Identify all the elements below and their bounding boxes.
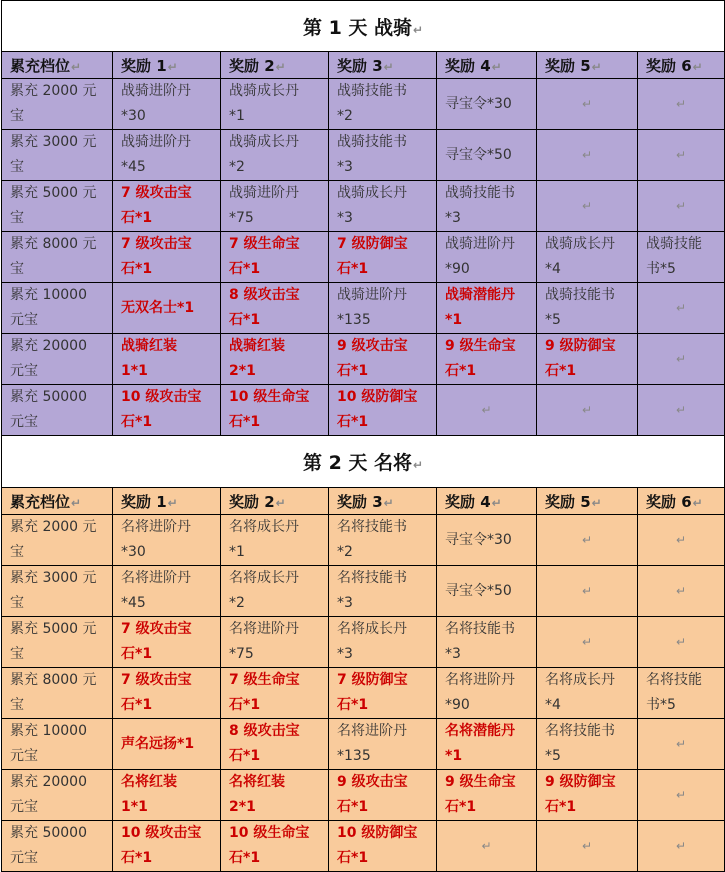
cell-text: 10 级攻击宝 石*1 — [121, 825, 202, 866]
cell-text: 累充 2000 元 宝 — [10, 519, 97, 560]
col-header-reward-2: 奖励 2↵ — [221, 488, 329, 515]
cell-text: 战骑潜能丹 *1 — [445, 287, 515, 328]
paragraph-mark: ↵ — [676, 583, 687, 598]
table-row — [2, 770, 725, 821]
reward-cell — [329, 617, 437, 668]
reward-cell — [329, 385, 437, 436]
reward-cell — [638, 79, 725, 130]
reward-cell — [113, 334, 221, 385]
day-2-section — [2, 436, 725, 515]
col-header-reward-1: 奖励 1↵ — [113, 488, 221, 515]
tier-cell — [2, 79, 113, 130]
cell-text: 累充 50000 元宝 — [10, 389, 87, 430]
paragraph-mark: ↵ — [581, 96, 593, 111]
reward-cell — [437, 130, 537, 181]
reward-cell — [638, 334, 725, 385]
cell-text: 名将成长丹 *2 — [229, 570, 299, 611]
tier-cell — [2, 334, 113, 385]
reward-cell — [221, 79, 329, 130]
paragraph-mark: ↵ — [676, 351, 687, 366]
reward-cell — [537, 232, 638, 283]
reward-cell — [638, 385, 725, 436]
paragraph-mark: ↵ — [676, 402, 687, 417]
cell-text: 累充 2000 元 宝 — [10, 83, 97, 124]
cell-text: 10 级生命宝 石*1 — [229, 825, 310, 866]
reward-cell — [537, 617, 638, 668]
cell-text: 名将红装 2*1 — [229, 774, 285, 815]
col-header-reward-4: 奖励 4↵ — [437, 488, 537, 515]
cell-text: 名将成长丹 *1 — [229, 519, 299, 560]
reward-cell — [537, 668, 638, 719]
cell-text: 7 级攻击宝 石*1 — [121, 621, 192, 662]
col-header-reward-3: 奖励 3↵ — [329, 488, 437, 515]
reward-cell — [329, 566, 437, 617]
cell-text: 战骑成长丹 *3 — [337, 185, 407, 226]
reward-cell — [221, 821, 329, 872]
reward-cell — [638, 515, 725, 566]
cell-text: 累充 20000 元宝 — [10, 774, 87, 815]
cell-text: 战骑成长丹 *2 — [229, 134, 299, 175]
cell-text: 名将进阶丹 *135 — [337, 723, 407, 764]
tier-cell — [2, 566, 113, 617]
paragraph-mark: ↵ — [676, 838, 687, 853]
table-row — [2, 232, 725, 283]
reward-cell — [221, 515, 329, 566]
reward-cell — [638, 181, 725, 232]
reward-cell — [221, 617, 329, 668]
reward-cell — [329, 821, 437, 872]
table-row — [2, 515, 725, 566]
reward-cell — [437, 770, 537, 821]
cell-text: 10 级防御宝 石*1 — [337, 389, 418, 430]
reward-table — [1, 0, 725, 872]
cell-text: 累充 3000 元 宝 — [10, 570, 97, 611]
reward-cell — [638, 283, 725, 334]
reward-cell — [638, 130, 725, 181]
tier-cell — [2, 668, 113, 719]
paragraph-mark: ↵ — [581, 532, 593, 547]
reward-cell — [537, 283, 638, 334]
reward-cell — [113, 232, 221, 283]
cell-text: 战骑技能 书*5 — [646, 236, 702, 277]
paragraph-mark: ↵ — [581, 198, 593, 213]
reward-cell — [113, 566, 221, 617]
day-2-header-row — [2, 488, 725, 515]
cell-text: 名将成长丹 *3 — [337, 621, 407, 662]
reward-cell — [221, 770, 329, 821]
reward-cell — [537, 770, 638, 821]
reward-cell — [437, 821, 537, 872]
cell-text: 7 级生命宝 石*1 — [229, 236, 300, 277]
paragraph-mark: ↵ — [581, 147, 593, 162]
cell-text: 战骑技能书 *5 — [545, 287, 615, 328]
table-row — [2, 821, 725, 872]
cell-text: 9 级攻击宝 石*1 — [337, 338, 408, 379]
day-2-title: 第 2 天 名将↵ — [2, 436, 725, 488]
cell-text: 战骑红装 1*1 — [121, 338, 177, 379]
cell-text: 名将技能 书*5 — [646, 672, 702, 713]
cell-text: 累充 3000 元 宝 — [10, 134, 97, 175]
reward-cell — [329, 334, 437, 385]
reward-cell — [221, 130, 329, 181]
reward-cell — [113, 515, 221, 566]
cell-text: 名将技能书 *3 — [445, 621, 515, 662]
paragraph-mark: ↵ — [676, 300, 687, 315]
paragraph-mark: ↵ — [581, 634, 593, 649]
reward-cell — [537, 130, 638, 181]
tier-cell — [2, 617, 113, 668]
cell-text: 战骑红装 2*1 — [229, 338, 285, 379]
reward-cell — [638, 232, 725, 283]
reward-cell — [638, 617, 725, 668]
day-2-rows — [2, 515, 725, 872]
cell-text: 累充 8000 元 宝 — [10, 672, 97, 713]
cell-text: 7 级攻击宝 石*1 — [121, 185, 192, 226]
reward-cell — [329, 770, 437, 821]
reward-cell — [221, 232, 329, 283]
reward-cell — [437, 617, 537, 668]
reward-cell — [221, 566, 329, 617]
cell-text: 9 级防御宝 石*1 — [545, 338, 616, 379]
tier-cell — [2, 515, 113, 566]
table-row — [2, 181, 725, 232]
cell-text: 名将进阶丹 *90 — [445, 672, 515, 713]
cell-text: 累充 10000 元宝 — [10, 723, 87, 764]
paragraph-mark: ↵ — [676, 147, 687, 162]
cell-text: 10 级防御宝 石*1 — [337, 825, 418, 866]
cell-text: 7 级攻击宝 石*1 — [121, 672, 192, 713]
reward-cell — [437, 515, 537, 566]
reward-cell — [113, 130, 221, 181]
cell-text: 战骑成长丹 *4 — [545, 236, 615, 277]
reward-cell — [638, 566, 725, 617]
cell-text: 寻宝令*50 — [445, 582, 512, 599]
reward-cell — [437, 719, 537, 770]
col-header-reward-5: 奖励 5↵ — [537, 488, 638, 515]
paragraph-mark: ↵ — [676, 198, 687, 213]
cell-text: 战骑进阶丹 *90 — [445, 236, 515, 277]
cell-text: 名将红装 1*1 — [121, 774, 177, 815]
table-row — [2, 668, 725, 719]
col-header-reward-2: 奖励 2↵ — [221, 52, 329, 79]
reward-cell — [437, 283, 537, 334]
reward-cell — [221, 334, 329, 385]
cell-text: 9 级攻击宝 石*1 — [337, 774, 408, 815]
cell-text: 战骑技能书 *2 — [337, 83, 407, 124]
table-row — [2, 719, 725, 770]
tier-cell — [2, 770, 113, 821]
cell-text: 9 级防御宝 石*1 — [545, 774, 616, 815]
reward-cell — [113, 821, 221, 872]
cell-text: 战骑技能书 *3 — [337, 134, 407, 175]
cell-text: 累充 8000 元 宝 — [10, 236, 97, 277]
paragraph-mark: ↵ — [676, 532, 687, 547]
reward-cell — [537, 181, 638, 232]
cell-text: 无双名士*1 — [121, 299, 195, 316]
reward-cell — [437, 79, 537, 130]
table-row — [2, 334, 725, 385]
cell-text: 8 级攻击宝 石*1 — [229, 723, 300, 764]
paragraph-mark: ↵ — [581, 402, 593, 417]
cell-text: 10 级生命宝 石*1 — [229, 389, 310, 430]
cell-text: 寻宝令*50 — [445, 146, 512, 163]
cell-text: 声名远扬*1 — [121, 735, 195, 752]
day-1-rows — [2, 79, 725, 436]
reward-cell — [329, 130, 437, 181]
reward-cell — [638, 821, 725, 872]
reward-cell — [537, 79, 638, 130]
cell-text: 8 级攻击宝 石*1 — [229, 287, 300, 328]
reward-cell — [221, 385, 329, 436]
paragraph-mark: ↵ — [676, 634, 687, 649]
reward-cell — [537, 719, 638, 770]
reward-cell — [437, 566, 537, 617]
col-header-reward-6: 奖励 6↵ — [638, 52, 725, 79]
table-row — [2, 130, 725, 181]
table-row — [2, 79, 725, 130]
tier-cell — [2, 130, 113, 181]
reward-cell — [437, 334, 537, 385]
cell-text: 战骑进阶丹 *135 — [337, 287, 407, 328]
cell-text: 7 级防御宝 石*1 — [337, 236, 408, 277]
paragraph-mark: ↵ — [676, 787, 687, 802]
day-1-section — [2, 1, 725, 79]
reward-cell — [113, 668, 221, 719]
day-1-header-row — [2, 52, 725, 79]
table-row — [2, 617, 725, 668]
cell-text: 名将成长丹 *4 — [545, 672, 615, 713]
cell-text: 名将技能书 *2 — [337, 519, 407, 560]
paragraph-mark: ↵ — [481, 838, 492, 853]
reward-cell — [329, 515, 437, 566]
col-header-tier: 累充档位↵ — [2, 488, 113, 515]
cell-text: 7 级生命宝 石*1 — [229, 672, 300, 713]
tier-cell — [2, 283, 113, 334]
col-header-reward-4: 奖励 4↵ — [437, 52, 537, 79]
cell-text: 名将进阶丹 *45 — [121, 570, 191, 611]
cell-text: 名将技能书 *3 — [337, 570, 407, 611]
reward-cell — [537, 334, 638, 385]
cell-text: 战骑进阶丹 *45 — [121, 134, 191, 175]
reward-cell — [113, 617, 221, 668]
reward-cell — [329, 668, 437, 719]
cell-text: 累充 5000 元 宝 — [10, 621, 97, 662]
reward-cell — [221, 283, 329, 334]
cell-text: 10 级攻击宝 石*1 — [121, 389, 202, 430]
table-row — [2, 385, 725, 436]
reward-cell — [113, 770, 221, 821]
cell-text: 战骑成长丹 *1 — [229, 83, 299, 124]
reward-cell — [437, 668, 537, 719]
cell-text: 7 级攻击宝 石*1 — [121, 236, 192, 277]
reward-cell — [537, 566, 638, 617]
cell-text: 战骑进阶丹 *30 — [121, 83, 191, 124]
reward-cell — [437, 232, 537, 283]
col-header-reward-6: 奖励 6↵ — [638, 488, 725, 515]
reward-cell — [221, 181, 329, 232]
paragraph-mark: ↵ — [676, 96, 687, 111]
reward-cell — [113, 181, 221, 232]
reward-cell — [113, 79, 221, 130]
paragraph-mark: ↵ — [581, 838, 593, 853]
paragraph-mark: ↵ — [581, 583, 593, 598]
reward-cell — [221, 668, 329, 719]
reward-cell — [113, 283, 221, 334]
tier-cell — [2, 719, 113, 770]
cell-text: 名将进阶丹 *75 — [229, 621, 299, 662]
cell-text: 战骑技能书 *3 — [445, 185, 515, 226]
reward-cell — [329, 283, 437, 334]
reward-cell — [638, 719, 725, 770]
reward-cell — [437, 385, 537, 436]
reward-cell — [638, 770, 725, 821]
col-header-reward-5: 奖励 5↵ — [537, 52, 638, 79]
reward-cell — [329, 181, 437, 232]
reward-cell — [329, 232, 437, 283]
day-1-title: 第 1 天 战骑↵ — [2, 1, 725, 52]
cell-text: 名将潜能丹 *1 — [445, 723, 515, 764]
paragraph-mark: ↵ — [481, 402, 492, 417]
tier-cell — [2, 181, 113, 232]
cell-text: 名将技能书 *5 — [545, 723, 615, 764]
col-header-reward-3: 奖励 3↵ — [329, 52, 437, 79]
reward-cell — [329, 719, 437, 770]
cell-text: 累充 10000 元宝 — [10, 287, 87, 328]
reward-cell — [537, 515, 638, 566]
cell-text: 累充 20000 元宝 — [10, 338, 87, 379]
reward-cell — [329, 79, 437, 130]
reward-cell — [113, 719, 221, 770]
reward-cell — [437, 181, 537, 232]
paragraph-mark: ↵ — [676, 736, 687, 751]
tier-cell — [2, 232, 113, 283]
cell-text: 9 级生命宝 石*1 — [445, 774, 516, 815]
reward-cell — [221, 719, 329, 770]
reward-cell — [537, 821, 638, 872]
cell-text: 累充 50000 元宝 — [10, 825, 87, 866]
tier-cell — [2, 821, 113, 872]
cell-text: 寻宝令*30 — [445, 531, 512, 548]
cell-text: 名将进阶丹 *30 — [121, 519, 191, 560]
reward-cell — [113, 385, 221, 436]
table-row — [2, 566, 725, 617]
cell-text: 寻宝令*30 — [445, 95, 512, 112]
cell-text: 9 级生命宝 石*1 — [445, 338, 516, 379]
cell-text: 7 级防御宝 石*1 — [337, 672, 408, 713]
table-row — [2, 283, 725, 334]
cell-text: 战骑进阶丹 *75 — [229, 185, 299, 226]
cell-text: 累充 5000 元 宝 — [10, 185, 97, 226]
reward-cell — [537, 385, 638, 436]
reward-cell — [638, 668, 725, 719]
col-header-tier: 累充档位↵ — [2, 52, 113, 79]
tier-cell — [2, 385, 113, 436]
col-header-reward-1: 奖励 1↵ — [113, 52, 221, 79]
